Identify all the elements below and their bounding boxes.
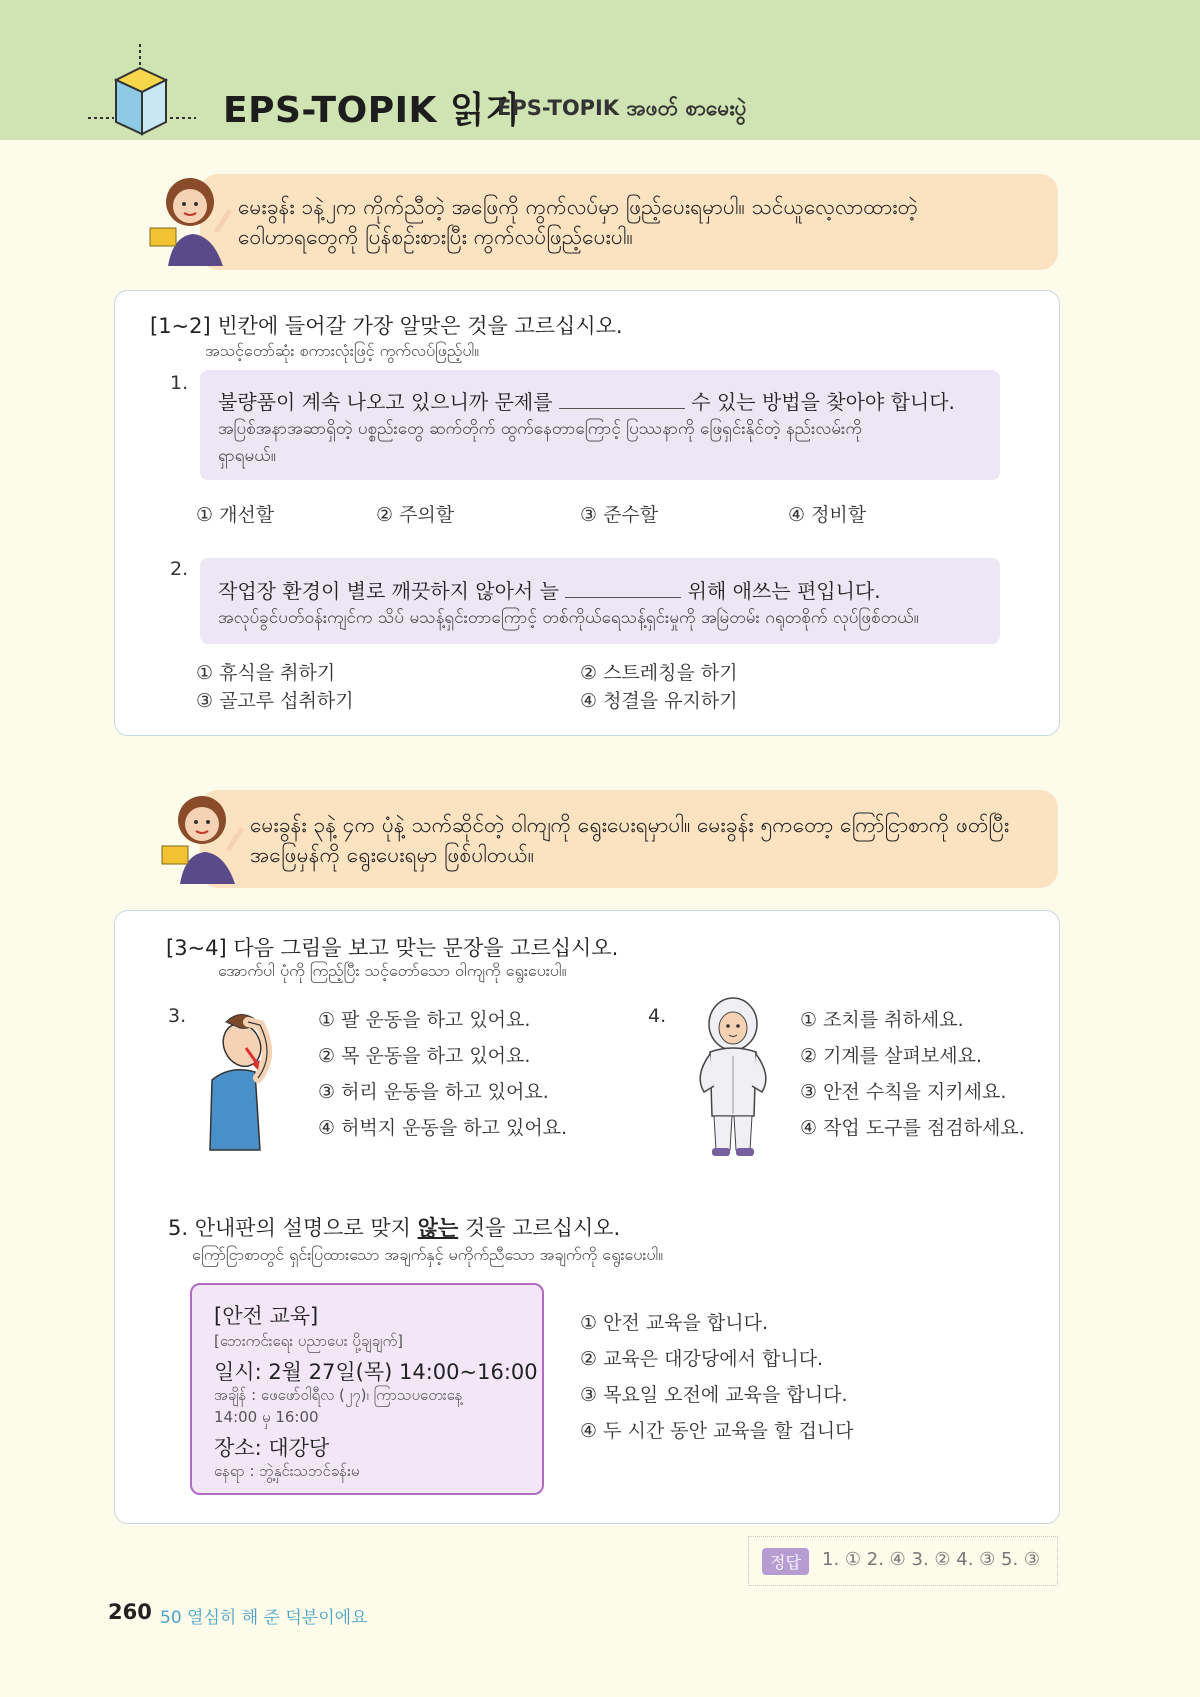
question-5-option-4[interactable]: ④ 두 시간 동안 교육을 할 겁니다	[580, 1420, 854, 1442]
question-1-text-after: 수 있는 방법을 찾아야 합니다.	[691, 390, 955, 414]
question-1-option-2[interactable]: ② 주의할	[376, 504, 455, 526]
question-3-option-2[interactable]: ② 목 운동을 하고 있어요.	[318, 1045, 531, 1067]
question-3-number: 3.	[168, 1005, 187, 1027]
section-1-instruction-my: အသင့်တော်ဆုံး စကားလုံးဖြင့် ကွက်လပ်ဖြည့်ပါ။	[205, 341, 480, 360]
chapter-title: 50 열심히 해 준 덕분이에요	[160, 1608, 368, 1628]
question-2-burmese: အလုပ်ခွင်ပတ်ဝန်းကျင်က သိပ် မသန့်ရှင်းတာကြောင့် တစ်ကိုယ်ရေသန့်ရှင်းမှုကို အမြဲတမ်း ဂရုတစိုက် လုပ်ဖြစ်တယ်။	[218, 608, 919, 628]
question-2-option-2[interactable]: ② 스트레칭을 하기	[580, 662, 738, 684]
intro-1-line-2: ဝေါဟာရတွေကို ပြန်စဉ်းစားပြီး ကွက်လပ်ဖြည့်ပေးပါ။	[238, 225, 633, 249]
question-3-option-3[interactable]: ③ 허리 운동을 하고 있어요.	[318, 1081, 549, 1103]
notice-date-my-1: အချိန် : ဖေဖော်ဝါရီလ (၂၇)၊ ကြာသပတေးနေ့	[214, 1386, 463, 1404]
page-title: EPS-TOPIK 읽기	[223, 90, 521, 131]
protective-suit-worker-illustration	[690, 996, 776, 1162]
question-2-korean	[218, 575, 881, 604]
question-1-option-3[interactable]: ③ 준수할	[580, 504, 659, 526]
question-1-blank	[559, 390, 685, 409]
cube-icon	[88, 44, 208, 140]
question-5-instruction	[168, 1212, 620, 1242]
question-5-option-3[interactable]: ③ 목요일 오전에 교육을 합니다.	[580, 1384, 848, 1406]
intro-2-line-2: အဖြေမှန်ကို ရွေးပေးရမှာ ဖြစ်ပါတယ်။	[250, 843, 535, 867]
question-1-text-before: 불량품이 계속 나오고 있으니까 문제를	[218, 390, 553, 414]
question-4-option-3[interactable]: ③ 안전 수칙을 지키세요.	[800, 1081, 1007, 1103]
question-3-option-1[interactable]: ① 팔 운동을 하고 있어요.	[318, 1009, 531, 1031]
notice-title-my: [ဘေးကင်းရေး ပညာပေး ပို့ချချက်]	[214, 1332, 404, 1350]
answer-key-text: 1. ① 2. ④ 3. ② 4. ③ 5. ③	[822, 1549, 1041, 1570]
question-2-option-1[interactable]: ① 휴식을 취하기	[196, 662, 336, 684]
question-1-burmese-2: ရှာရမယ်။	[218, 446, 276, 466]
question-2-blank	[565, 579, 681, 598]
neck-stretch-illustration	[200, 1000, 290, 1154]
question-5-option-2[interactable]: ② 교육은 대강당에서 합니다.	[580, 1348, 824, 1370]
question-1-burmese-1: အပြစ်အနာအဆာရှိတဲ့ ပစ္စည်းတွေ ဆက်တိုက် ထွက်နေတာကြောင့် ပြဿနာကို ဖြေရှင်းနိုင်တဲ့ နည်းလမ်းကို	[218, 419, 862, 439]
notice-date: 일시: 2월 27일(목) 14:00~16:00	[214, 1360, 538, 1384]
question-1-korean	[218, 386, 955, 415]
notice-title: [안전 교육]	[214, 1304, 319, 1328]
notice-date-my-2: 14:00 မှ 16:00	[214, 1408, 319, 1426]
teacher-icon	[148, 166, 238, 266]
notice-place: 장소: 대강당	[214, 1436, 330, 1460]
question-5-instruction-emphasis: 않는	[417, 1216, 459, 1240]
question-4-number: 4.	[648, 1005, 667, 1027]
question-2-text-after: 위해 애쓰는 편입니다.	[687, 579, 881, 603]
question-1-option-4[interactable]: ④ 정비할	[788, 504, 867, 526]
intro-1-line-1: မေးခွန်း ၁နဲ့၂က ကိုက်ညီတဲ့ အဖြေကို ကွက်လပ်မှာ ဖြည့်ပေးရမှာပါ။ သင်ယူလေ့လာထားတဲ့	[238, 195, 919, 219]
question-4-option-2[interactable]: ② 기계를 살펴보세요.	[800, 1045, 982, 1067]
intro-2-line-1: မေးခွန်း ၃နဲ့ ၄က ပုံနဲ့ သက်ဆိုင်တဲ့ ဝါကျကို ရွေးပေးရမှာပါ။ မေးခွန်း ၅ကတော့ ကြော်ငြာစာကို ဖတ်ပြီး	[250, 813, 1010, 837]
question-5-option-1[interactable]: ① 안전 교육을 합니다.	[580, 1312, 769, 1334]
page-subtitle: EPS-TOPIK အဖတ် စာမေးပွဲ	[497, 96, 747, 120]
notice-place-my: နေရာ : ဘွဲ့နှင်းသဘင်ခန်းမ	[214, 1462, 360, 1480]
question-5-instruction-my: ကြော်ငြာစာတွင် ရှင်းပြထားသော အချက်နှင့် မကိုက်ညီသော အချက်ကို ရွေးပေးပါ။	[192, 1245, 664, 1264]
question-2-number: 2.	[170, 558, 189, 580]
question-1-option-1[interactable]: ① 개선할	[196, 504, 275, 526]
question-2-option-4[interactable]: ④ 청결을 유지하기	[580, 690, 738, 712]
question-2-option-3[interactable]: ③ 골고루 섭취하기	[196, 690, 354, 712]
teacher-icon	[160, 784, 250, 884]
section-2-instruction-my: အောက်ပါ ပုံကို ကြည့်ပြီး သင့်တော်သော ဝါကျကို ရွေးပေးပါ။	[218, 961, 567, 980]
answer-key-tag: 정답	[762, 1548, 809, 1575]
section-2-instruction: [3~4] 다음 그림을 보고 맞는 문장을 고르십시오.	[166, 936, 619, 960]
question-2-text-before: 작업장 환경이 별로 깨끗하지 않아서 늘	[218, 579, 559, 603]
question-5-instruction-post: 것을 고르십시오.	[458, 1216, 621, 1240]
question-4-option-1[interactable]: ① 조치를 취하세요.	[800, 1009, 964, 1031]
question-4-option-4[interactable]: ④ 작업 도구를 점검하세요.	[800, 1117, 1025, 1139]
question-1-number: 1.	[170, 372, 189, 394]
page-number: 260	[108, 1600, 152, 1624]
section-1-instruction: [1~2] 빈칸에 들어갈 가장 알맞은 것을 고르십시오.	[150, 314, 623, 338]
question-3-option-4[interactable]: ④ 허벅지 운동을 하고 있어요.	[318, 1117, 568, 1139]
question-5-instruction-pre: 5. 안내판의 설명으로 맞지	[168, 1216, 418, 1240]
